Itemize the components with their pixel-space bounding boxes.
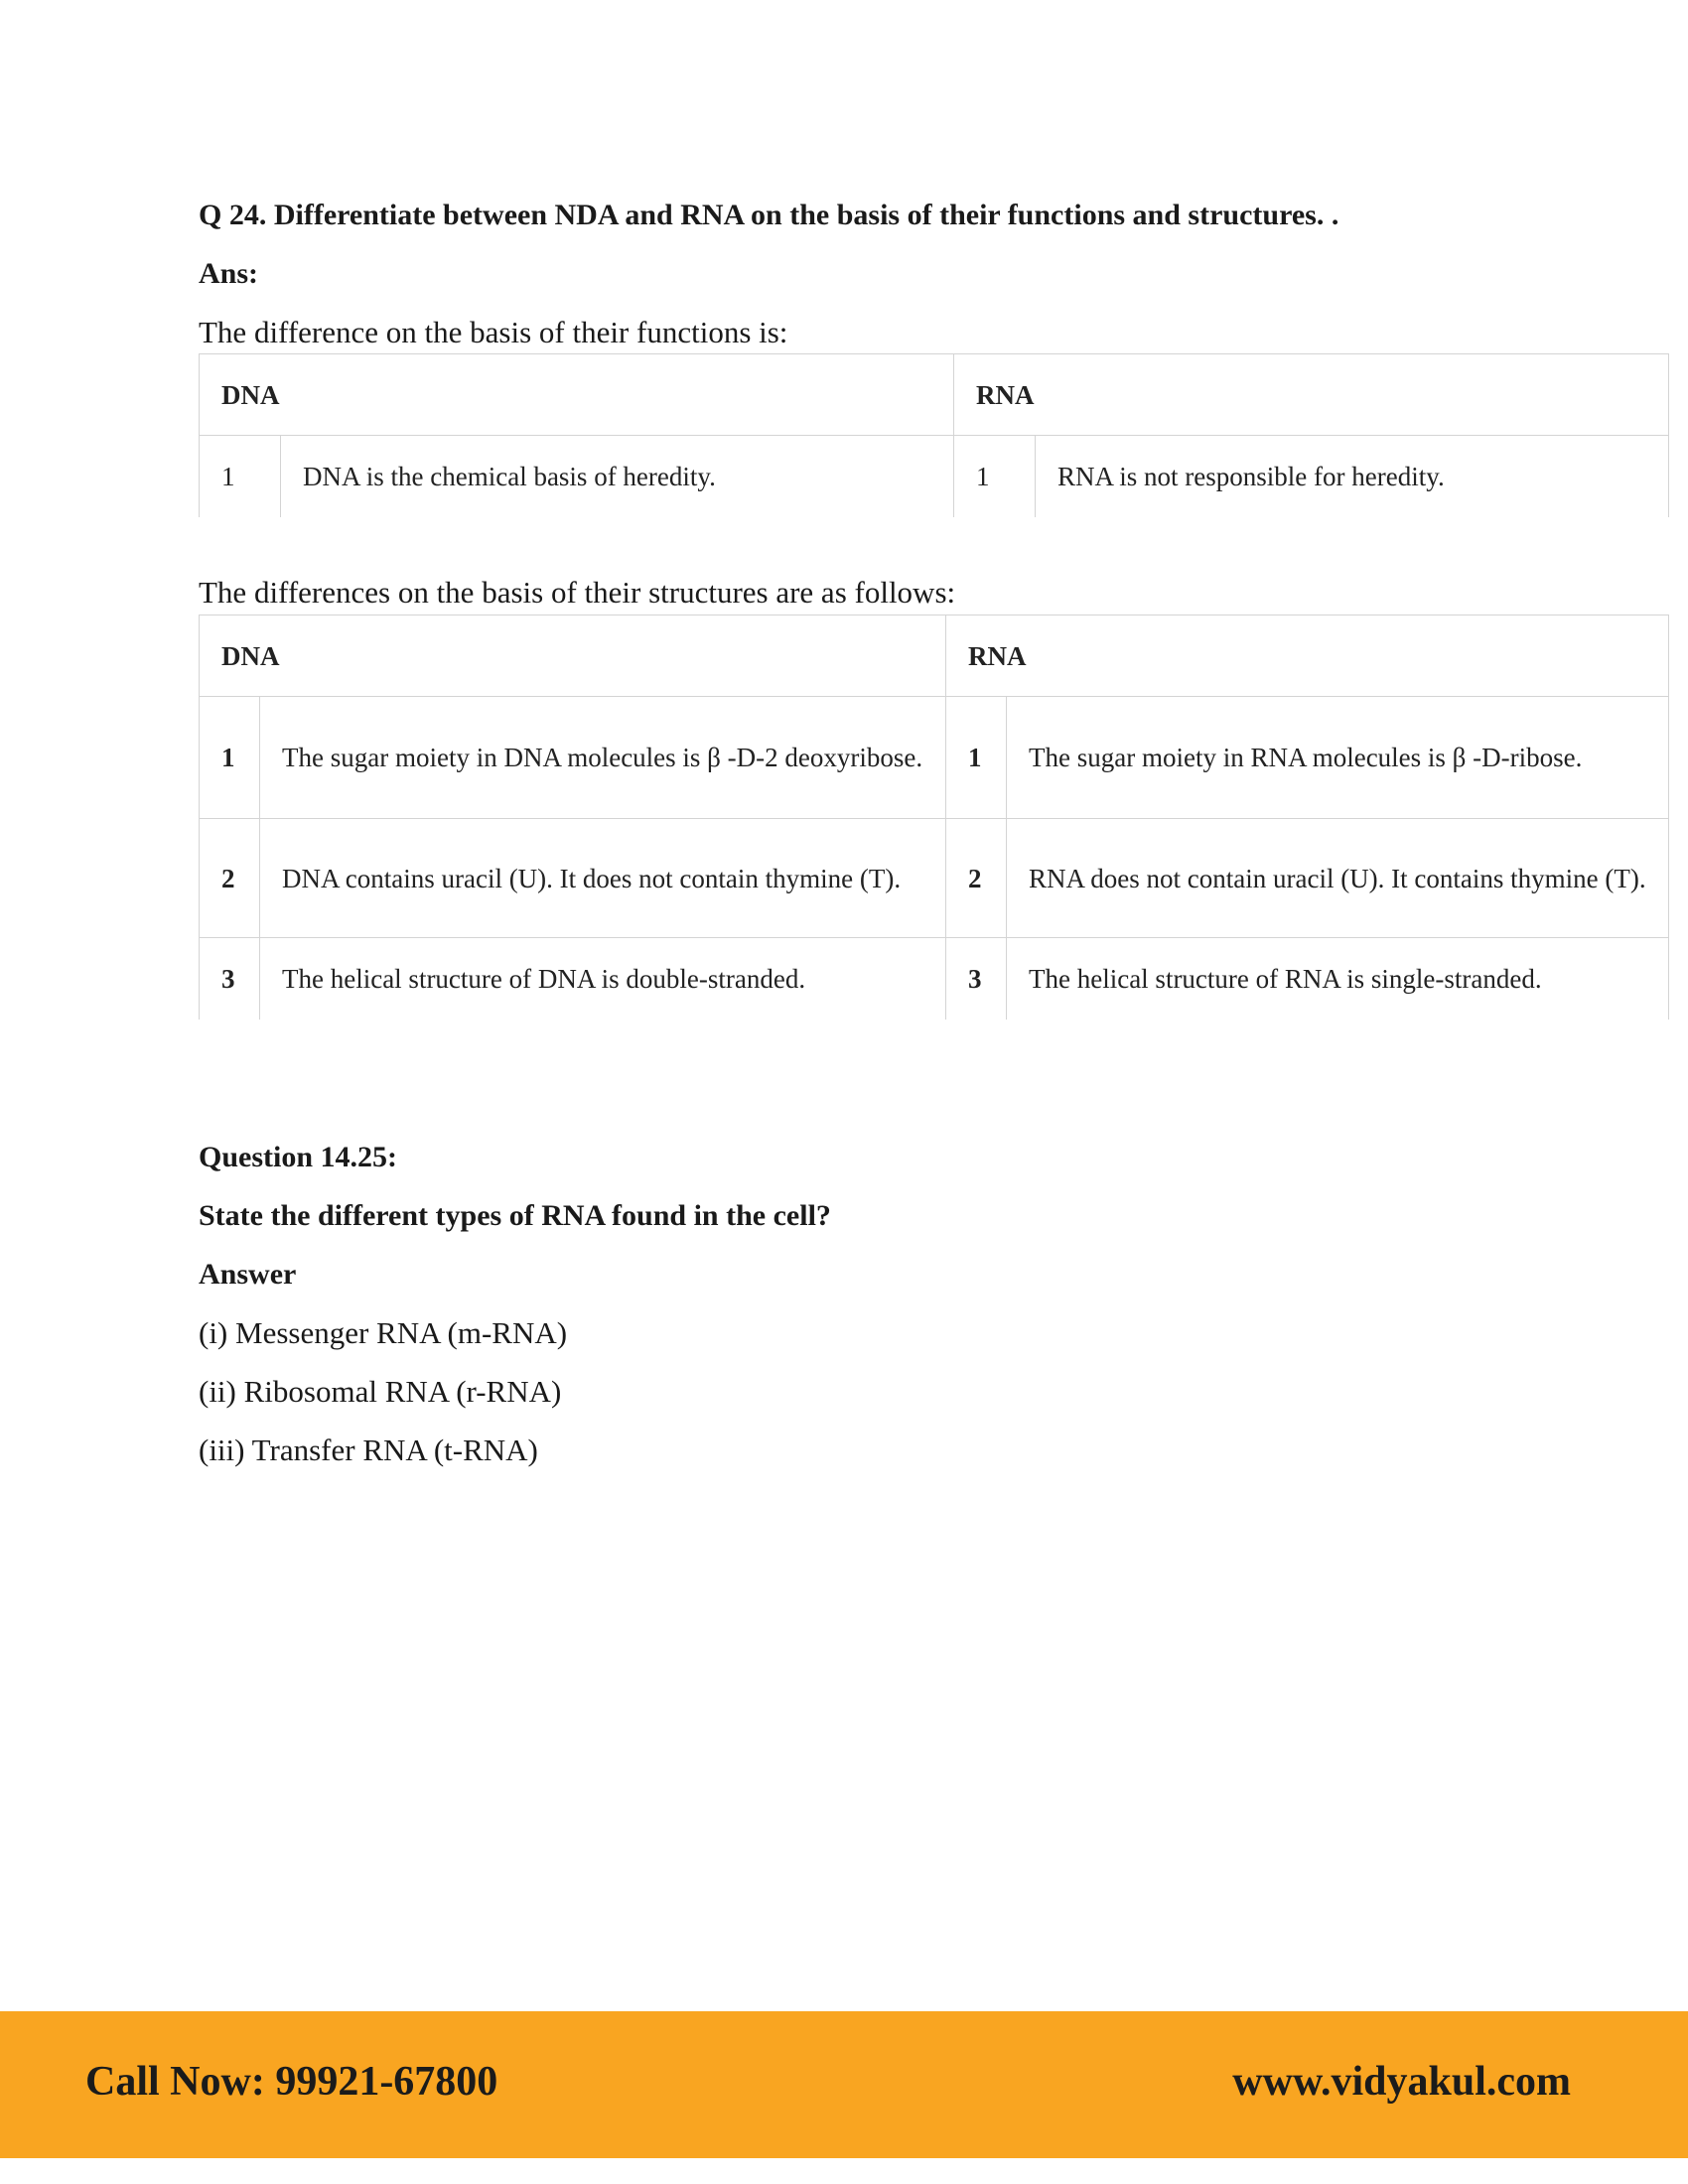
row-number: 1 — [946, 697, 1007, 819]
row-number: 2 — [200, 819, 260, 938]
row-number: 1 — [200, 436, 281, 517]
header-dna: DNA — [200, 615, 946, 697]
rna-cell: RNA does not contain uracil (U). It contains thymine (T). — [1007, 819, 1669, 938]
footer-banner — [0, 2011, 1688, 2158]
table-header-row — [200, 354, 1669, 436]
table-row — [200, 938, 1669, 1020]
dna-cell: DNA is the chemical basis of heredity. — [281, 436, 954, 517]
rna-cell: The helical structure of RNA is single-stranded. — [1007, 938, 1669, 1020]
question-25-answer-label: Answer — [199, 1258, 297, 1291]
table-row — [200, 697, 1669, 819]
functions-intro: The difference on the basis of their functions is: — [199, 315, 788, 349]
question-24-title: Q 24. Differentiate between NDA and RNA on the basis of their functions and structures. . — [199, 199, 1339, 231]
question-25-text: State the different types of RNA found in the cell? — [199, 1199, 831, 1232]
row-number: 2 — [946, 819, 1007, 938]
rna-cell: The sugar moiety in RNA molecules is β -D-ribose. — [1007, 697, 1669, 819]
dna-cell: The helical structure of DNA is double-stranded. — [260, 938, 946, 1020]
row-number: 3 — [200, 938, 260, 1020]
header-dna: DNA — [200, 354, 954, 436]
website-link[interactable]: www.vidyakul.com — [1232, 2059, 1571, 2105]
structures-table — [199, 614, 1669, 1020]
list-item: (ii) Ribosomal RNA (r-RNA) — [199, 1374, 562, 1409]
structures-intro: The differences on the basis of their structures are as follows: — [199, 575, 956, 610]
answer-label: Ans: — [199, 257, 259, 290]
list-item: (i) Messenger RNA (m-RNA) — [199, 1315, 568, 1350]
dna-cell: The sugar moiety in DNA molecules is β -D-2 deoxyribose. — [260, 697, 946, 819]
call-now-text: Call Now: 99921-67800 — [85, 2059, 498, 2105]
dna-cell: DNA contains uracil (U). It does not contain thymine (T). — [260, 819, 946, 938]
row-number: 1 — [954, 436, 1036, 517]
header-rna: RNA — [946, 615, 1669, 697]
rna-cell: RNA is not responsible for heredity. — [1036, 436, 1669, 517]
question-25-label: Question 14.25: — [199, 1141, 398, 1173]
table-row — [200, 436, 1669, 517]
list-item: (iii) Transfer RNA (t-RNA) — [199, 1433, 538, 1467]
header-rna: RNA — [954, 354, 1669, 436]
functions-table — [199, 353, 1669, 517]
table-header-row — [200, 615, 1669, 697]
row-number: 3 — [946, 938, 1007, 1020]
row-number: 1 — [200, 697, 260, 819]
table-row — [200, 819, 1669, 938]
